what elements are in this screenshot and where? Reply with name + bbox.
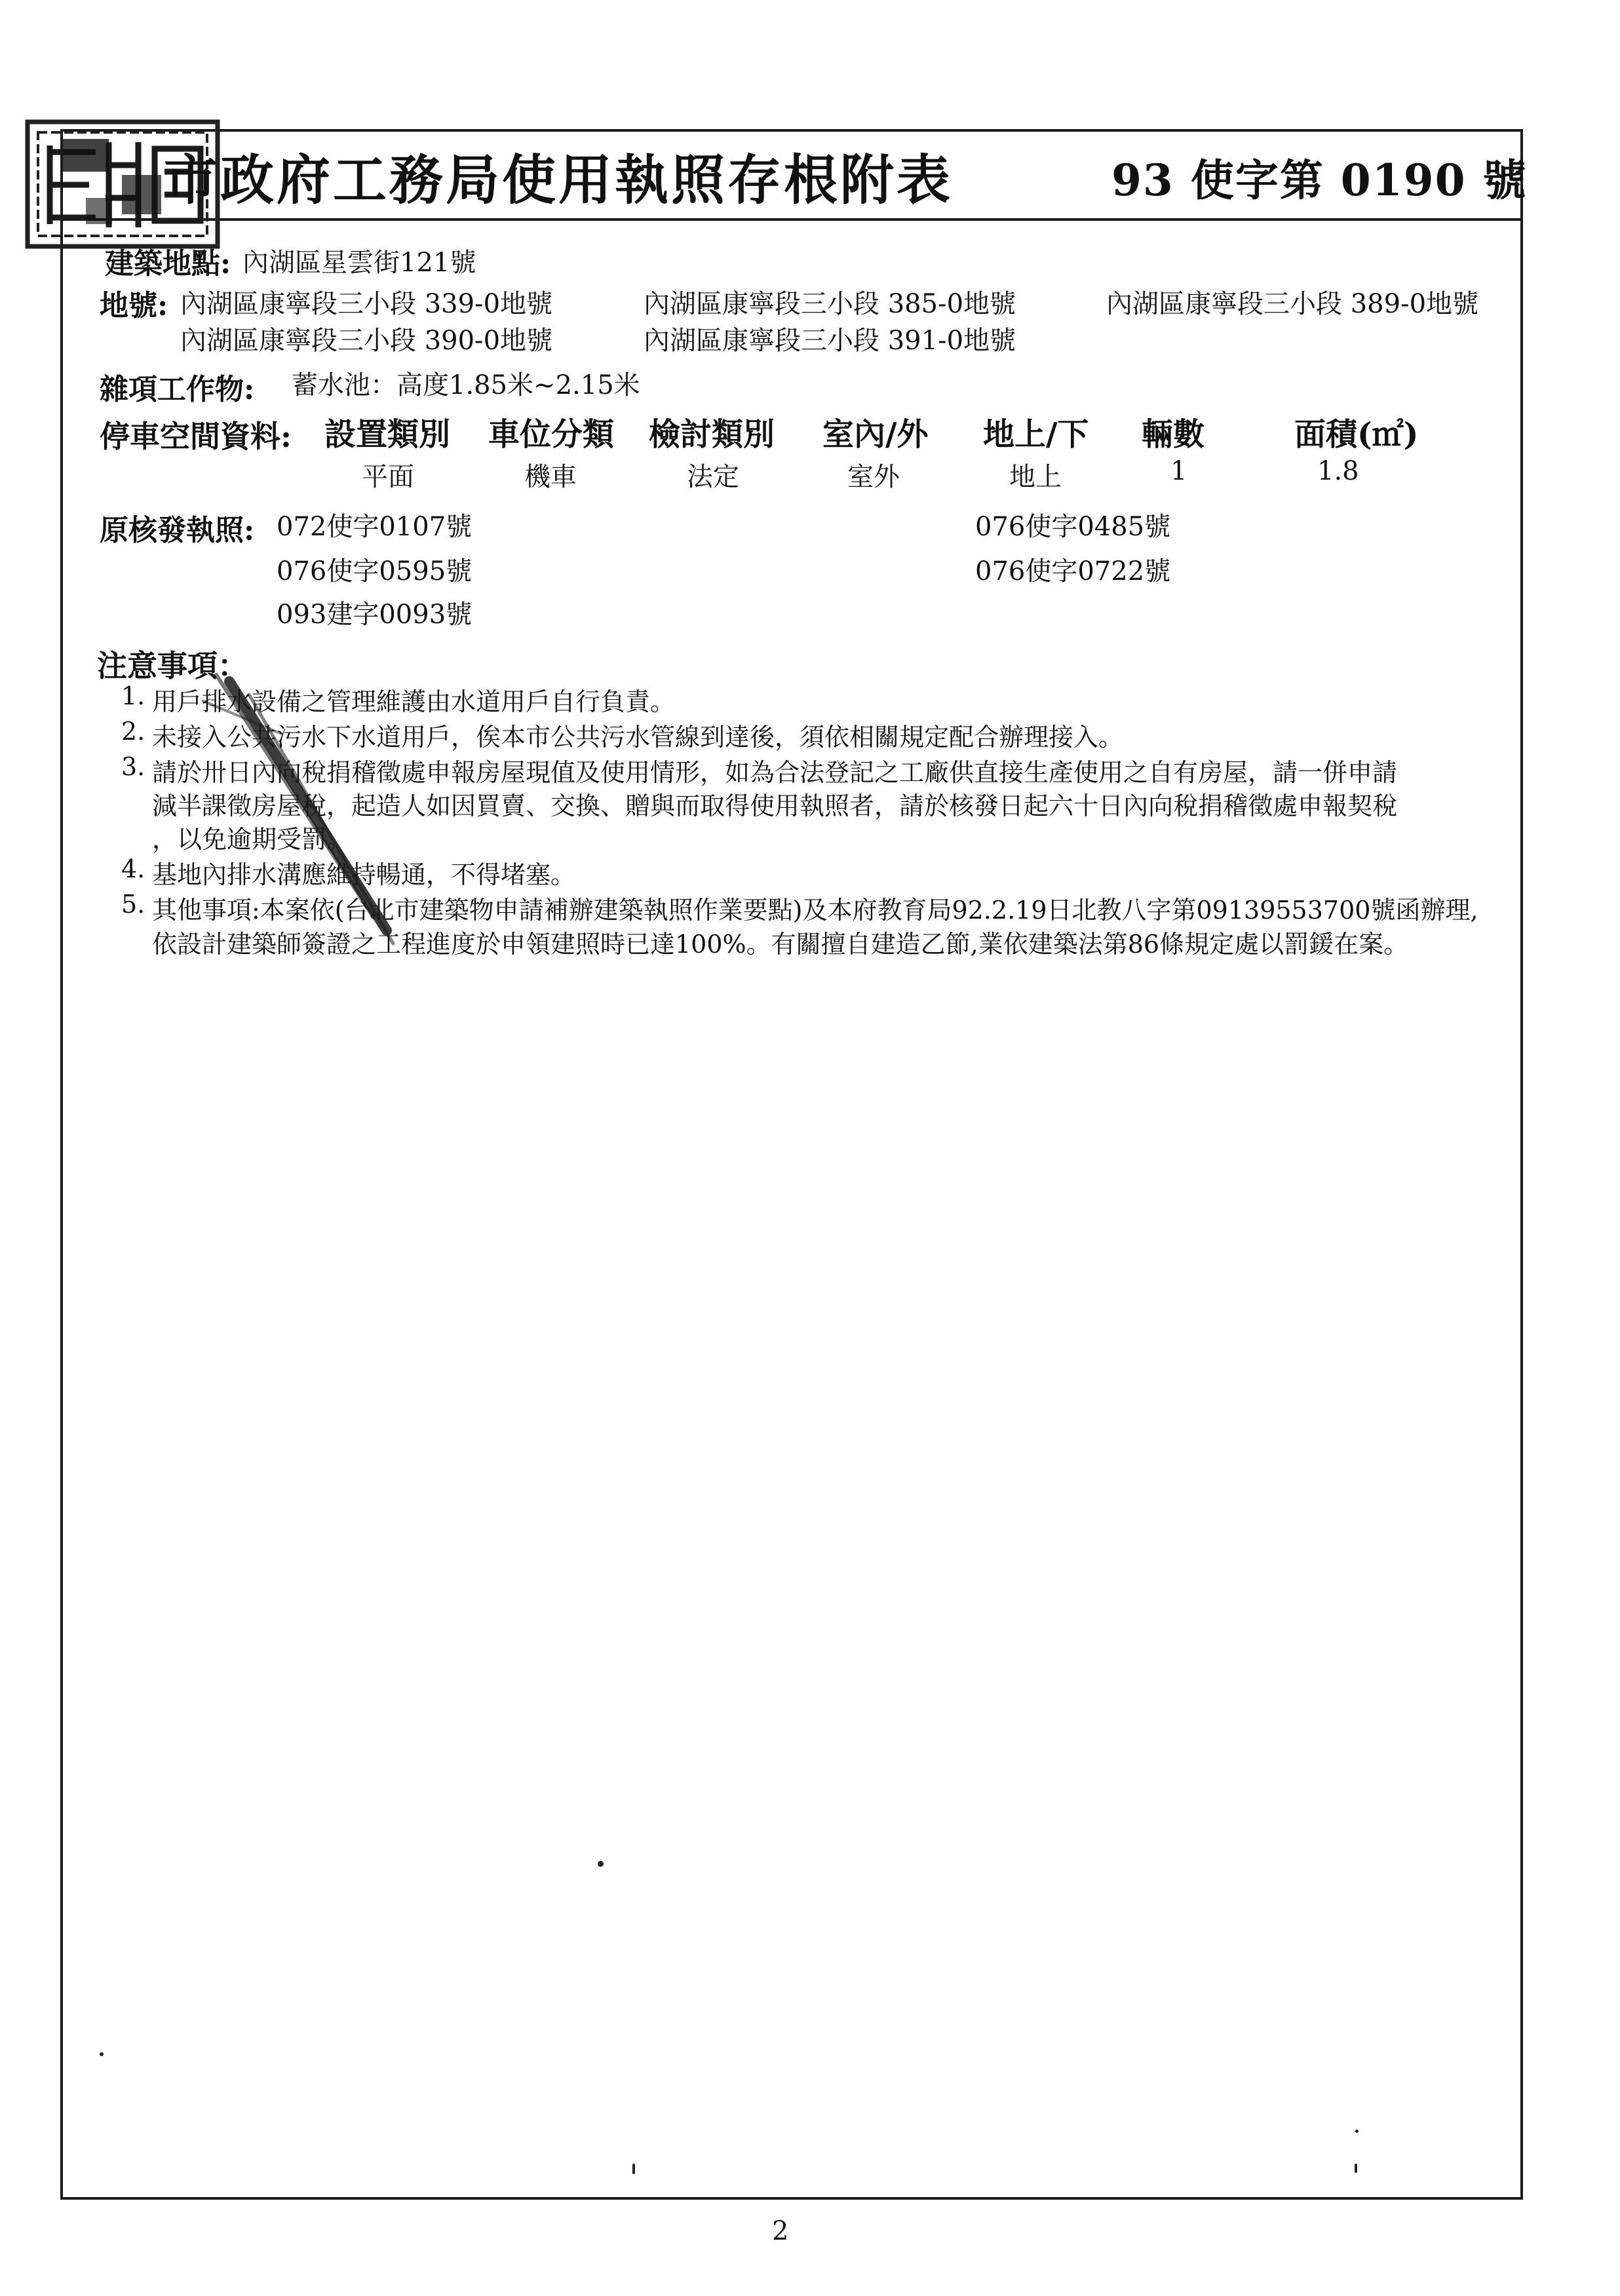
note-text: 其他事項:本案依(台北市建築物申請補辦建築執照作業要點)及本府教育局92.2.19日北教八字第09139553700號函辦理,: [152, 896, 1478, 925]
document-title: 市政府工務局使用執照存根附表: [164, 149, 954, 212]
parking-header: 面積(㎡): [1294, 416, 1419, 453]
original-permit: 076使字0595號: [277, 556, 473, 586]
parking-header: 室內/外: [822, 416, 929, 453]
parking-header: 地上/下: [983, 416, 1089, 453]
parking-cell: 平面: [362, 462, 414, 492]
site-label: 建築地點:: [105, 247, 231, 280]
site-address: 內湖區星雲街121號: [242, 248, 476, 278]
misc-works-value: 蓄水池：高度1.85米~2.15米: [292, 370, 640, 400]
parking-cell: 1: [1170, 456, 1187, 486]
page-number: 2: [772, 2216, 789, 2246]
original-permit: 076使字0485號: [975, 512, 1171, 542]
note-text: 未接入公共污水下水道用戶，俟本市公共污水管線到達後，須依相關規定配合辦理接入。: [152, 723, 1124, 752]
lot-item: 內湖區康寧段三小段 385-0地號: [644, 289, 1016, 319]
note-text: 依設計建築師簽證之工程進度於申領建照時已達100%。有關擅自建造乙節,業依建築法第86條規定處以罰鍰在案。: [152, 930, 1409, 959]
lot-item: 內湖區康寧段三小段 389-0地號: [1106, 289, 1479, 319]
note-text: 基地內排水溝應維持暢通，不得堵塞。: [152, 860, 576, 889]
scan-speck: [1355, 2164, 1357, 2173]
notes-label: 注意事項：: [97, 648, 248, 683]
parking-header: 輛數: [1142, 416, 1205, 453]
parking-header: 檢討類別: [649, 416, 775, 453]
scan-speck: [1355, 2130, 1359, 2133]
note-text: ，以免逾期受罰。: [152, 825, 352, 854]
misc-works-label: 雜項工作物:: [100, 373, 255, 406]
note-text: 用戶排水設備之管理維護由水道用戶自行負責。: [152, 687, 676, 716]
original-permit: 076使字0722號: [975, 556, 1171, 586]
lot-label: 地號:: [100, 289, 168, 322]
title-divider: [60, 218, 1523, 221]
note-text: 減半課徵房屋稅，起造人如因買賣、交換、贈與而取得使用執照者，請於核發日起六十日內向稅捐稽徵處申報契稅: [152, 792, 1398, 820]
parking-cell: 地上: [1009, 462, 1062, 492]
note-number: 3.: [121, 752, 145, 781]
original-permit: 093建字0093號: [277, 600, 473, 630]
note-number: 4.: [121, 854, 145, 883]
original-permit: 072使字0107號: [277, 512, 473, 542]
note-text: 請於卅日內向稅捐稽徵處申報房屋現值及使用情形，如為合法登記之工廠供直接生產使用之自有房屋，請一併申請: [152, 758, 1398, 787]
original-permits-label: 原核發執照:: [100, 514, 255, 547]
note-number: 1.: [121, 681, 145, 710]
parking-header: 車位分類: [488, 416, 615, 453]
parking-cell: 室外: [847, 462, 900, 492]
note-number: 2.: [121, 717, 145, 746]
parking-label: 停車空間資料:: [100, 419, 292, 454]
parking-cell: 1.8: [1317, 456, 1359, 486]
scan-speck: [100, 2052, 104, 2056]
pen-scribble-mark: [85, 655, 400, 957]
lot-item: 內湖區康寧段三小段 391-0地號: [644, 326, 1016, 356]
lot-item: 內湖區康寧段三小段 390-0地號: [180, 326, 553, 356]
parking-header: 設置類別: [324, 416, 451, 453]
permit-number: 93 使字第 0190 號: [1111, 155, 1528, 206]
parking-cell: 機車: [524, 462, 577, 492]
scan-speck: [632, 2164, 635, 2174]
lot-item: 內湖區康寧段三小段 339-0地號: [180, 289, 553, 319]
note-number: 5.: [121, 890, 145, 919]
parking-cell: 法定: [687, 462, 739, 492]
scan-speck: [598, 1861, 604, 1867]
